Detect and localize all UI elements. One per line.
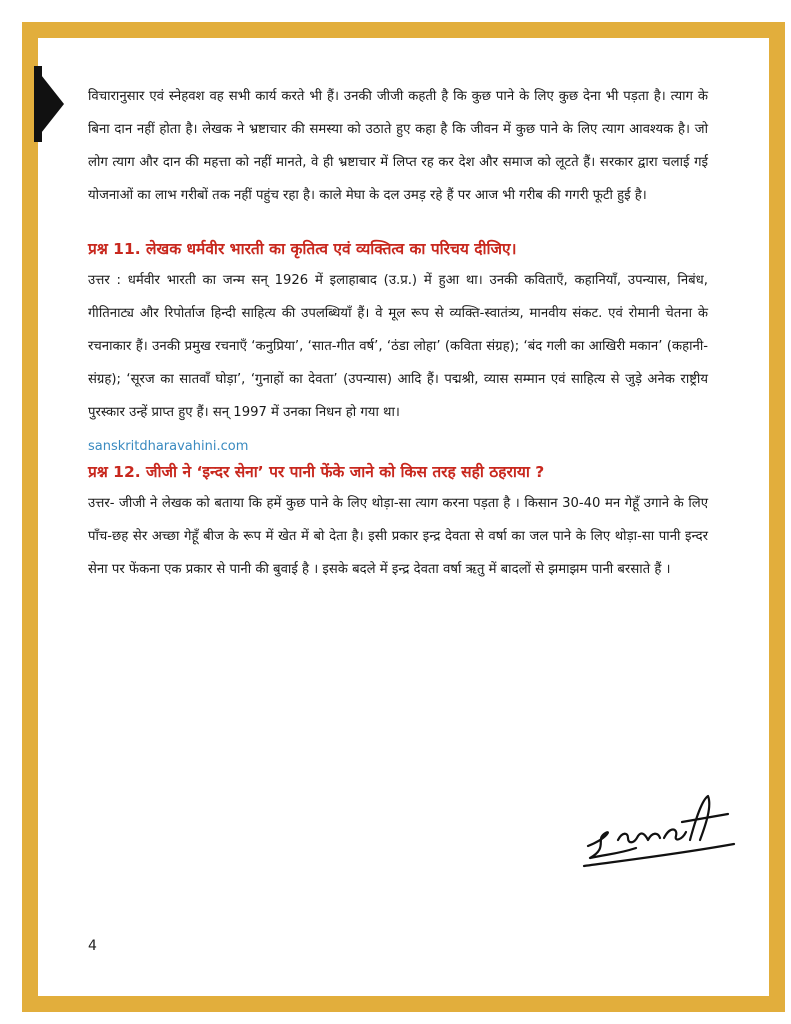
website-link[interactable]: sanskritdharavahini.com bbox=[88, 439, 249, 454]
question-11-heading: प्रश्न 11. लेखक धर्मवीर भारती का कृतित्व एवं व्यक्तित्व का परिचय दीजिए। bbox=[88, 240, 517, 258]
page-content bbox=[88, 80, 708, 586]
answer-11-paragraph: उत्तर : धर्मवीर भारती का जन्म सन् 1926 में इलाहाबाद (उ.प्र.) में हुआ था। उनकी कविताएँ, कहानियाँ, उपन्यास, निबंध, गीतिनाट्य और रिपोर्ताज हिन्दी साहित्य की उपलब्धियाँ हैं। वे मूल रूप से व्यक्ति-स्वातंत्र्य, मानवीय संकट. एवं रोमानी चेतना के रचनाकार हैं। उनकी प्रमुख रचनाएँ ‘कनुप्रिया’, ‘सात-गीत वर्ष’, ‘ठंडा लोहा’ (कविता संग्रह); ‘बंद गली का आखिरी मकान’ (कहानी-संग्रह); ‘सूरज का सातवाँ घोड़ा’, ‘गुनाहों का देवता’ (उपन्यास) आदि हैं। पद्मश्री, व्यास सम्मान एवं साहित्य से जुड़े अनेक राष्ट्रीय पुरस्कार उन्हें प्राप्त हुए हैं। सन् 1997 में उनका निधन हो गया था। bbox=[88, 273, 708, 420]
answer-12-paragraph: उत्तर- जीजी ने लेखक को बताया कि हमें कुछ पाने के लिए थोड़ा-सा त्याग करना पड़ता है । किसान 30-40 मन गेहूँ उगाने के लिए पाँच-छह सेर अच्छा गेहूँ बीज के रूप में खेत में बो देता है। इसी प्रकार इन्द्र देवता से वर्षा का जल पाने के लिए थोड़ा-सा पानी इन्दर सेना पर फेंकना एक प्रकार से पानी की बुवाई है । इसके बदले में इन्द्र देवता वर्षा ऋतु में बादलों से झमाझम पानी बरसाते हैं । bbox=[88, 496, 708, 577]
page-number: 4 bbox=[88, 938, 97, 954]
intro-paragraph: विचारानुसार एवं स्नेहवश वह सभी कार्य करते भी हैं। उनकी जीजी कहती है कि कुछ पाने के लिए कुछ देना भी पड़ता है। त्याग के बिना दान नहीं होता है। लेखक ने भ्रष्टाचार की समस्या को उठाते हुए कहा है कि जीवन में कुछ पाने के लिए त्याग आवश्यक है। जो लोग त्याग और दान की महत्ता को नहीं मानते, वे ही भ्रष्टाचार में लिप्त रह कर देश और समाज को लूटते हैं। सरकार द्वारा चलाई गई योजनाओं का लाभ गरीबों तक नहीं पहुंच रहा है। काले मेघा के दल उमड़ रहे हैं पर आज भी गरीब की गगरी फूटी हुई है। bbox=[88, 89, 708, 203]
question-12-heading: प्रश्न 12. जीजी ने ‘इन्दर सेना’ पर पानी फेंके जाने को किस तरह सही ठहराया ? bbox=[88, 463, 545, 481]
handwritten-signature bbox=[578, 788, 738, 874]
page-corner-tab-arrow bbox=[34, 66, 64, 142]
